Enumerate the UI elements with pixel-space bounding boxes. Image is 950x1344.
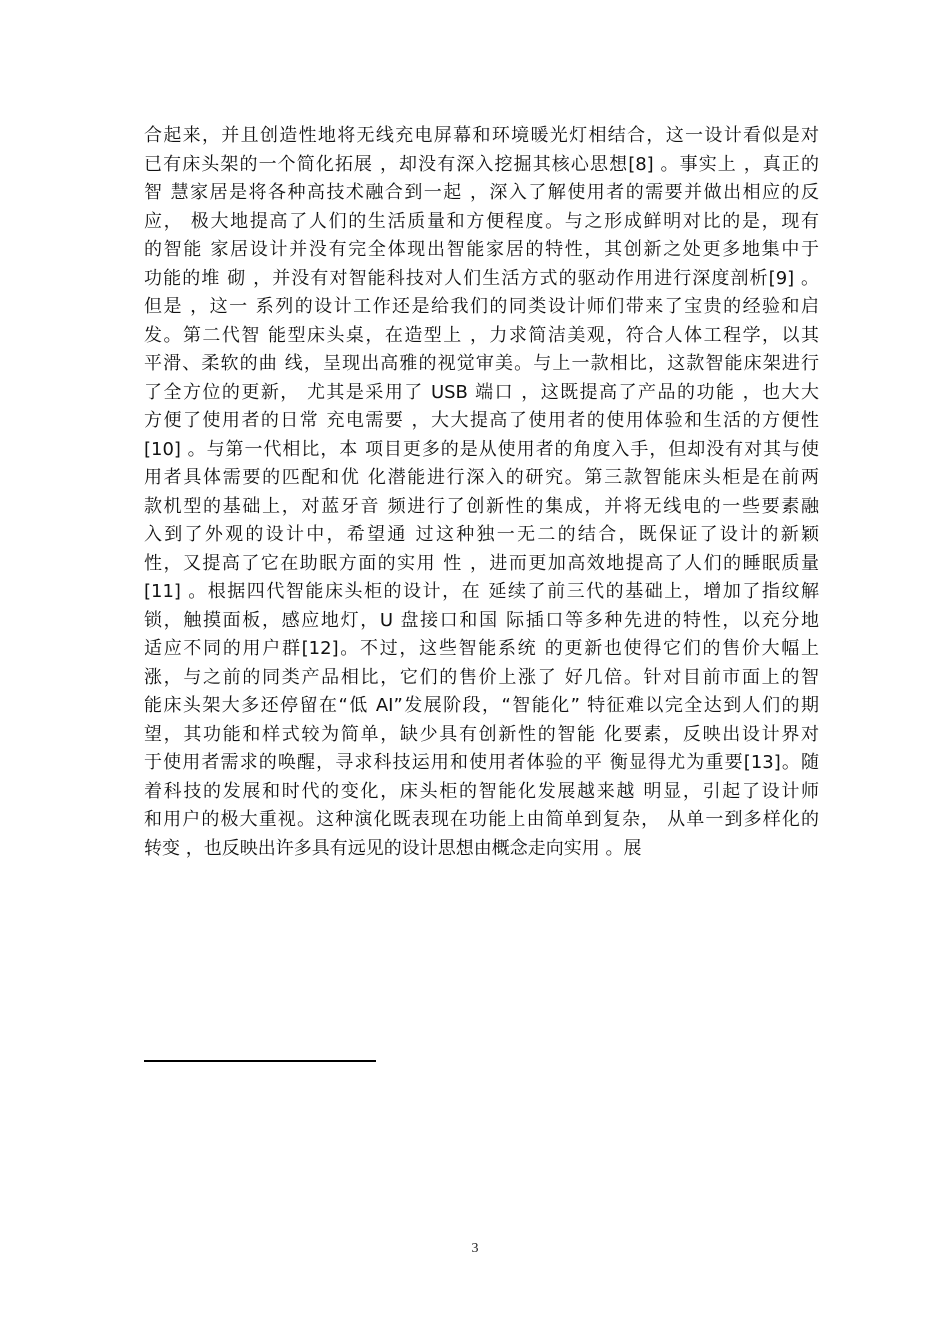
body-paragraph <box>144 122 819 863</box>
text-line: 但是 ，这一 系列的设计工作还是给我们的同类设计师们带来了宝贵的经验和启 <box>144 296 819 317</box>
text-line: [10] 。与第一代相比，本 项目更多的是从使用者的角度入手，但却没有对其与使 <box>144 438 819 460</box>
text-line: 已有床头架的一个简化拓展 ，却没有深入挖掘其核心思想[8] 。事实上 ，真正的 <box>144 153 819 175</box>
text-line: 的智能 家居设计并没有完全体现出智能家居的特性，其创新之处更多地集中于 <box>144 239 819 260</box>
text-line: 和用户的极大重视。这种演化既表现在功能上由简单到复杂， 从单一到多样化的 <box>144 809 819 830</box>
text-line: 应， 极大地提高了人们的生活质量和方便程度。与之形成鲜明对比的是，现有 <box>144 210 819 232</box>
text-line: 了全方位的更新， 尤其是采用了 USB 端口 ，这既提高了产品的功能 ，也大大 <box>144 381 819 403</box>
text-line: 平滑、柔软的曲 线，呈现出高雅的视觉审美。与上一款相比，这款智能床架进行 <box>144 353 819 374</box>
text-line: 智 慧家居是将各种高技术融合到一起 ，深入了解使用者的需要并做出相应的反 <box>144 182 819 203</box>
text-line: 款机型的基础上，对蓝牙音 频进行了创新性的集成，并将无线电的一些要素融 <box>144 495 819 517</box>
text-line: 用者具体需要的匹配和优 化潜能进行深入的研究。第三款智能床头柜是在前两 <box>144 467 819 488</box>
page-number: 3 <box>471 1241 479 1256</box>
text-line: [11] 。根据四代智能床头柜的设计，在 延续了前三代的基础上，增加了指纹解 <box>144 581 819 602</box>
text-line: 合起来，并且创造性地将无线充电屏幕和环境暖光灯相结合，这一设计看似是对 <box>144 125 819 146</box>
footnote-separator <box>144 1060 376 1062</box>
text-line: 能床头架大多还停留在“低 AI”发展阶段，“智能化” 特征难以完全达到人们的期 <box>144 695 819 716</box>
text-line: 着科技的发展和时代的变化，床头柜的智能化发展越来越 明显，引起了设计师 <box>144 780 819 802</box>
text-line: 发。第二代智 能型床头桌，在造型上 ，力求简洁美观，符合人体工程学，以其 <box>144 324 819 346</box>
text-line: 适应不同的用户群[12]。不过，这些智能系统 的更新也使得它们的售价大幅上 <box>144 638 819 659</box>
text-line: 入到了外观的设计中，希望通 过这种独一无二的结合，既保证了设计的新颖 <box>144 524 819 545</box>
text-line: 望，其功能和样式较为简单，缺少具有创新性的智能 化要素，反映出设计界对 <box>144 723 819 745</box>
text-line: 涨，与之前的同类产品相比，它们的售价上涨了 好几倍。针对目前市面上的智 <box>144 666 819 688</box>
text-line: 转变 ，也反映出许多具有远见的设计思想由概念走向实用 。展 <box>144 837 642 859</box>
text-line: 方便了使用者的日常 充电需要 ，大大提高了使用者的使用体验和生活的方便性 <box>144 410 819 431</box>
text-line: 于使用者需求的唤醒，寻求科技运用和使用者体验的平 衡显得尤为重要[13]。随 <box>144 752 819 773</box>
text-line: 性，又提高了它在助眠方面的实用 性 ，进而更加高效地提高了人们的睡眠质量 <box>144 552 819 574</box>
text-line: 功能的堆 砌 ，并没有对智能科技对人们生活方式的驱动作用进行深度剖析[9] 。 <box>144 267 819 289</box>
text-line: 锁，触摸面板，感应地灯，U 盘接口和国 际插口等多种先进的特性，以充分地 <box>144 609 819 631</box>
